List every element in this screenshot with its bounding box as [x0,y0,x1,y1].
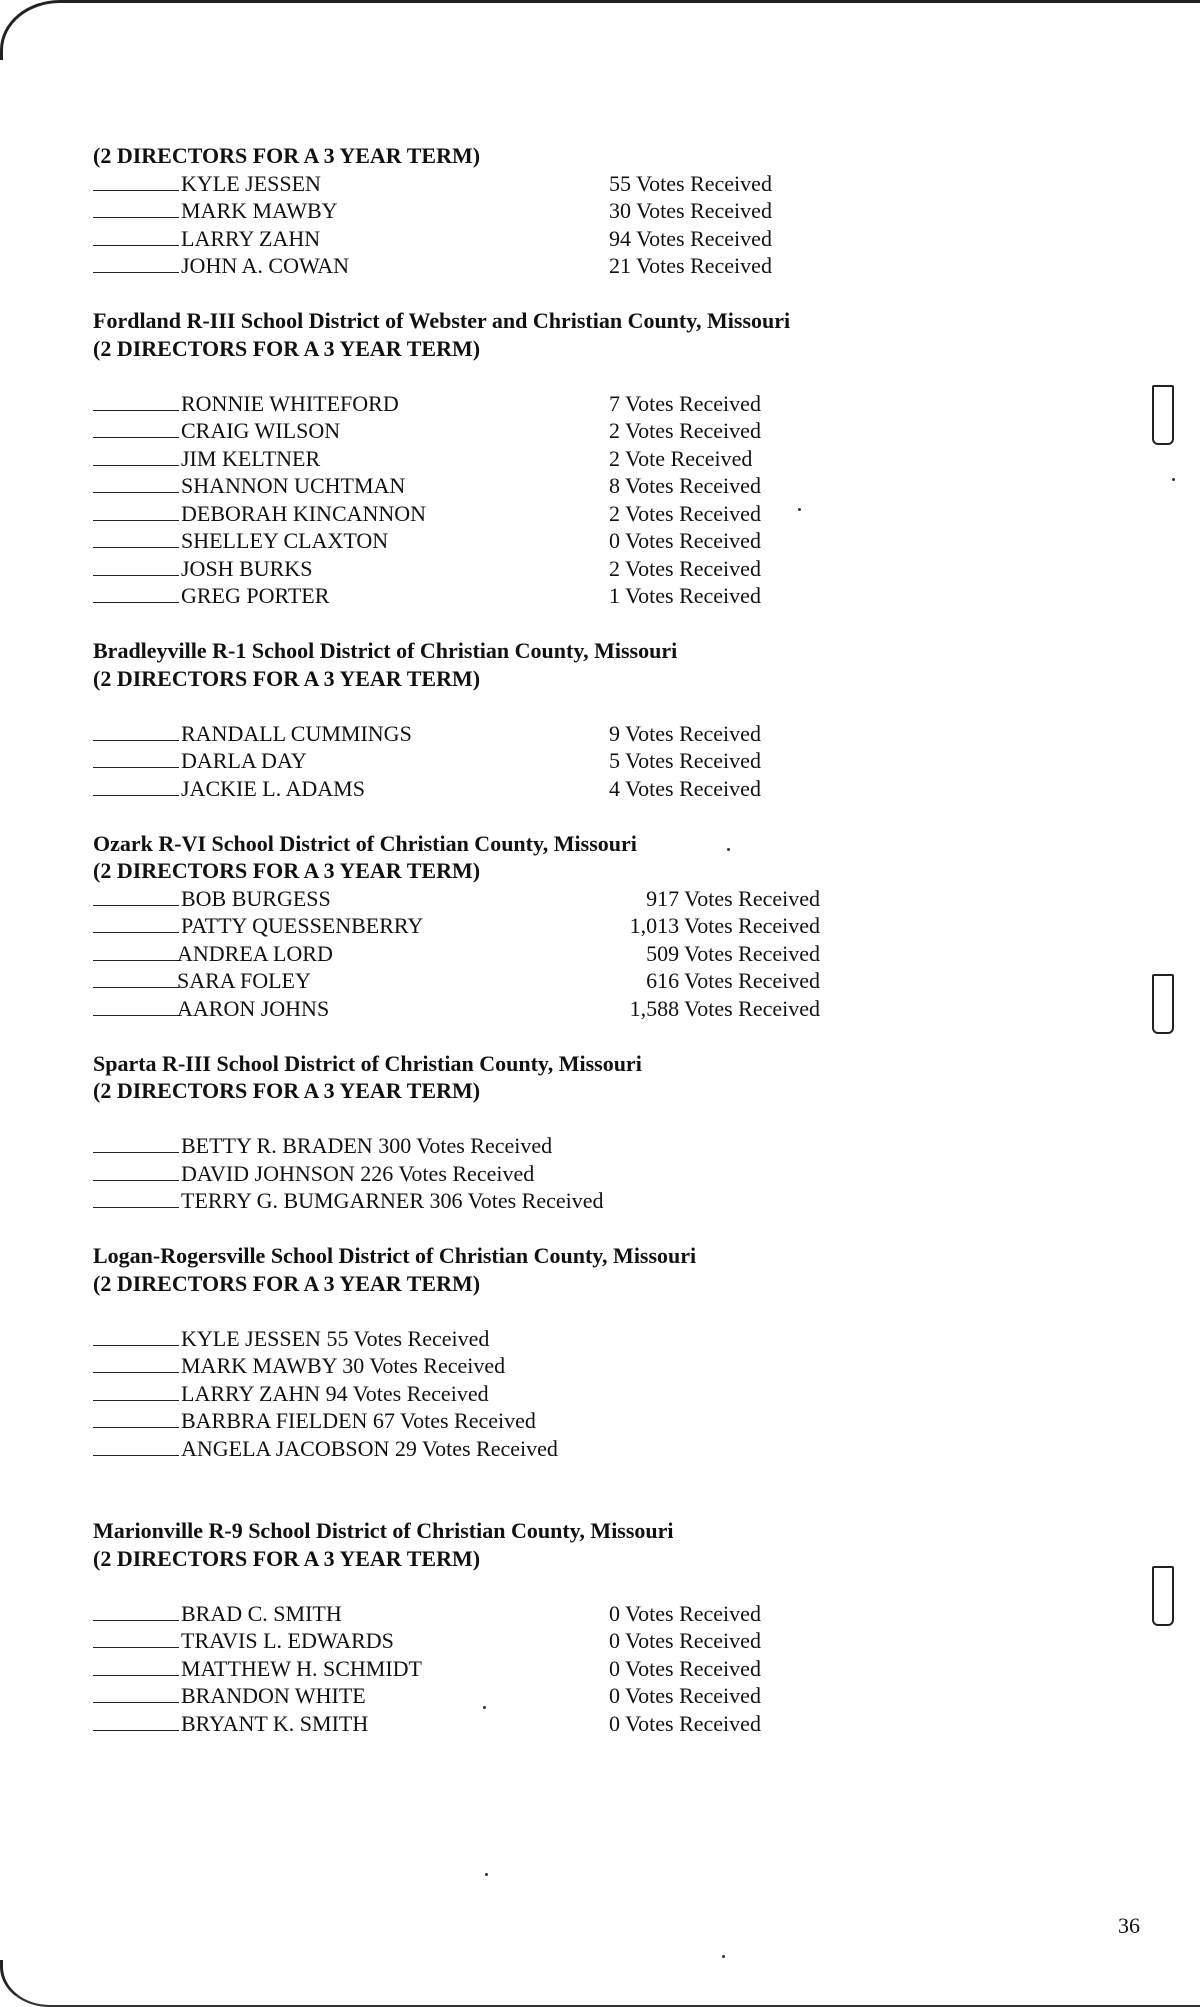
candidate-row [93,1132,1093,1160]
vote-count: 2 Votes Received [609,555,761,581]
vote-count: 7 Votes Received [609,390,761,416]
candidate-name: TERRY G. BUMGARNER [181,1188,425,1213]
candidate-row [93,1682,1093,1710]
vote-count: 0 Votes Received [609,1683,761,1708]
candidate-row [93,912,1093,940]
candidate-row [93,225,1093,253]
vote-blank-line[interactable] [93,500,179,521]
vote-count: 1 Votes Received [609,583,761,608]
term-heading: (2 DIRECTORS FOR A 3 YEAR TERM) [93,335,481,361]
candidate-row [93,1160,1093,1188]
vote-count: 30 Votes Received [342,1353,506,1378]
term-heading: (2 DIRECTORS FOR A 3 YEAR TERM) [93,1545,481,1571]
vote-blank-line[interactable] [93,472,179,493]
candidate-name: DEBORAH KINCANNON [181,500,427,526]
candidate-name: DARLA DAY [181,748,307,773]
page-border-bottom [0,1960,1200,2007]
vote-blank-line[interactable] [93,1352,179,1373]
vote-count: 2 Votes Received [609,418,761,443]
candidate-name: LARRY ZAHN [181,1380,321,1406]
vote-count: 94 Votes Received [609,225,772,251]
vote-blank-line[interactable] [93,775,179,796]
candidate-name: BRAD C. SMITH [181,1600,342,1626]
candidate-name: JACKIE L. ADAMS [181,775,365,801]
candidate-row [93,720,1093,748]
candidate-name: BOB BURGESS [181,885,331,911]
vote-count: 509 Votes Received [646,940,820,966]
candidate-row [93,747,1093,775]
vote-blank-line[interactable] [93,995,179,1016]
vote-blank-line[interactable] [93,1655,179,1676]
candidate-row [93,1627,1093,1655]
vote-count: 55 Votes Received [326,1325,490,1351]
vote-count: 1,588 Votes Received [629,995,820,1021]
candidate-row [93,1352,1093,1380]
vote-blank-line[interactable] [93,912,179,933]
term-heading: (2 DIRECTORS FOR A 3 YEAR TERM) [93,1078,481,1103]
candidate-row [93,252,1093,280]
candidate-row [93,197,1093,225]
vote-blank-line[interactable] [93,885,179,906]
page-number: 36 [1118,1913,1140,1938]
scan-speck [722,1955,725,1958]
vote-count: 917 Votes Received [646,885,820,911]
scan-speck [485,1873,488,1876]
candidate-name: RANDALL CUMMINGS [181,720,412,746]
candidate-row [93,417,1093,445]
candidate-name: MARK MAWBY [181,1353,337,1378]
vote-count: 1,013 Votes Received [629,913,820,938]
vote-blank-line[interactable] [93,252,179,273]
district-section [93,637,1093,802]
vote-blank-line[interactable] [93,1435,179,1456]
district-heading: Sparta R-III School District of Christian County, Missouri [93,1050,642,1076]
vote-count: 9 Votes Received [609,720,761,746]
vote-count: 67 Votes Received [372,1408,536,1433]
vote-blank-line[interactable] [93,1627,179,1648]
vote-blank-line[interactable] [93,1407,179,1428]
candidate-row [93,940,1093,968]
page-border-top [0,0,1200,60]
vote-count: 2 Votes Received [609,500,761,526]
vote-count: 0 Votes Received [609,528,761,553]
vote-blank-line[interactable] [93,940,179,961]
candidate-row [93,500,1093,528]
vote-count: 29 Votes Received [394,1435,558,1461]
candidate-row [93,967,1093,995]
vote-blank-line[interactable] [93,967,179,988]
candidate-name: KYLE JESSEN [181,1325,321,1351]
district-section [93,1050,1093,1215]
candidate-name: SARA FOLEY [177,968,311,993]
candidate-name: DAVID JOHNSON [181,1160,355,1186]
vote-blank-line[interactable] [93,390,179,411]
candidate-name: BRYANT K. SMITH [181,1710,369,1736]
candidate-row [93,527,1093,555]
district-heading: Fordland R-III School District of Webster and Christian County, Missouri [93,308,791,333]
candidate-row [93,1407,1093,1435]
candidate-row [93,170,1093,198]
candidate-name: ANGELA JACOBSON [181,1435,390,1461]
candidate-name: JIM KELTNER [181,445,321,471]
candidate-name: KYLE JESSEN [181,170,321,196]
vote-count: 21 Votes Received [609,253,772,278]
candidate-name: SHELLEY CLAXTON [181,528,389,553]
vote-count: 0 Votes Received [609,1710,761,1736]
term-heading: (2 DIRECTORS FOR A 3 YEAR TERM) [93,1270,481,1296]
candidate-name: PATTY QUESSENBERRY [181,913,424,938]
candidate-row [93,472,1093,500]
candidate-row [93,1600,1093,1628]
candidate-name: SHANNON UCHTMAN [181,473,406,498]
district-section [93,1517,1093,1737]
candidate-name: JOHN A. COWAN [181,253,350,278]
vote-blank-line[interactable] [93,1160,179,1181]
candidate-name: JOSH BURKS [181,555,313,581]
district-heading: Bradleyville R-1 School District of Christian County, Missouri [93,638,678,663]
vote-blank-line[interactable] [93,197,179,218]
vote-count: 0 Votes Received [609,1628,761,1653]
scan-speck [727,848,730,851]
candidate-row [93,582,1093,610]
vote-count: 226 Votes Received [360,1160,535,1186]
vote-count: 0 Votes Received [609,1655,761,1681]
candidate-name: LARRY ZAHN [181,225,321,251]
candidate-name: TRAVIS L. EDWARDS [181,1628,394,1653]
district-section [93,830,1093,1023]
district-section [93,1242,1093,1462]
ballot-checkbox[interactable] [1152,385,1174,445]
vote-count: 306 Votes Received [429,1188,604,1213]
vote-blank-line[interactable] [93,417,179,438]
ballot-checkbox[interactable] [1152,974,1174,1034]
vote-count: 94 Votes Received [325,1380,489,1406]
vote-count: 4 Votes Received [609,775,761,801]
ballot-results [93,142,1093,1737]
candidate-name: GREG PORTER [181,583,330,608]
vote-count: 30 Votes Received [609,198,772,223]
candidate-name: CRAIG WILSON [181,418,341,443]
candidate-row [93,1380,1093,1408]
candidate-row [93,995,1093,1023]
vote-blank-line[interactable] [93,527,179,548]
candidate-row [93,390,1093,418]
district-heading: Marionville R-9 School District of Christian County, Missouri [93,1518,674,1543]
term-heading: (2 DIRECTORS FOR A 3 YEAR TERM) [93,858,481,883]
candidate-row [93,445,1093,473]
scan-speck [1172,478,1175,481]
vote-count: 55 Votes Received [609,170,772,196]
candidate-name: ANDREA LORD [177,940,333,966]
vote-count: 0 Votes Received [609,1600,761,1626]
term-heading: (2 DIRECTORS FOR A 3 YEAR TERM) [93,665,481,691]
candidate-row [93,885,1093,913]
candidate-name: MARK MAWBY [181,198,338,223]
ballot-checkbox[interactable] [1152,1566,1174,1626]
candidate-row [93,1710,1093,1738]
candidate-row [93,1435,1093,1463]
district-section [93,142,1093,280]
scan-speck [483,1706,486,1709]
candidate-name: MATTHEW H. SCHMIDT [181,1655,422,1681]
vote-blank-line[interactable] [93,747,179,768]
vote-blank-line[interactable] [93,1325,179,1346]
term-heading: (2 DIRECTORS FOR A 3 YEAR TERM) [93,143,481,168]
vote-blank-line[interactable] [93,1132,179,1153]
candidate-name: AARON JOHNS [177,995,330,1021]
vote-blank-line[interactable] [93,445,179,466]
vote-blank-line[interactable] [93,1187,179,1208]
vote-count: 300 Votes Received [378,1133,553,1158]
district-section [93,307,1093,610]
vote-blank-line[interactable] [93,225,179,246]
vote-count: 8 Votes Received [609,473,761,498]
candidate-row [93,1325,1093,1353]
candidate-name: BRANDON WHITE [181,1683,366,1708]
district-heading: Logan-Rogersville School District of Christian County, Missouri [93,1243,697,1268]
candidate-row [93,555,1093,583]
vote-blank-line[interactable] [93,582,179,603]
vote-count: 5 Votes Received [609,748,761,773]
vote-count: 2 Vote Received [609,445,753,471]
vote-blank-line[interactable] [93,555,179,576]
candidate-row [93,1655,1093,1683]
scan-speck [798,508,801,511]
district-heading: Ozark R-VI School District of Christian County, Missouri [93,830,637,856]
vote-blank-line[interactable] [93,720,179,741]
vote-blank-line[interactable] [93,1380,179,1401]
candidate-name: BETTY R. BRADEN [181,1133,373,1158]
candidate-row [93,775,1093,803]
candidate-row [93,1187,1093,1215]
vote-blank-line[interactable] [93,1600,179,1621]
vote-blank-line[interactable] [93,1710,179,1731]
candidate-name: RONNIE WHITEFORD [181,390,399,416]
vote-count: 616 Votes Received [646,968,820,993]
candidate-name: BARBRA FIELDEN [181,1408,368,1433]
vote-blank-line[interactable] [93,1682,179,1703]
vote-blank-line[interactable] [93,170,179,191]
